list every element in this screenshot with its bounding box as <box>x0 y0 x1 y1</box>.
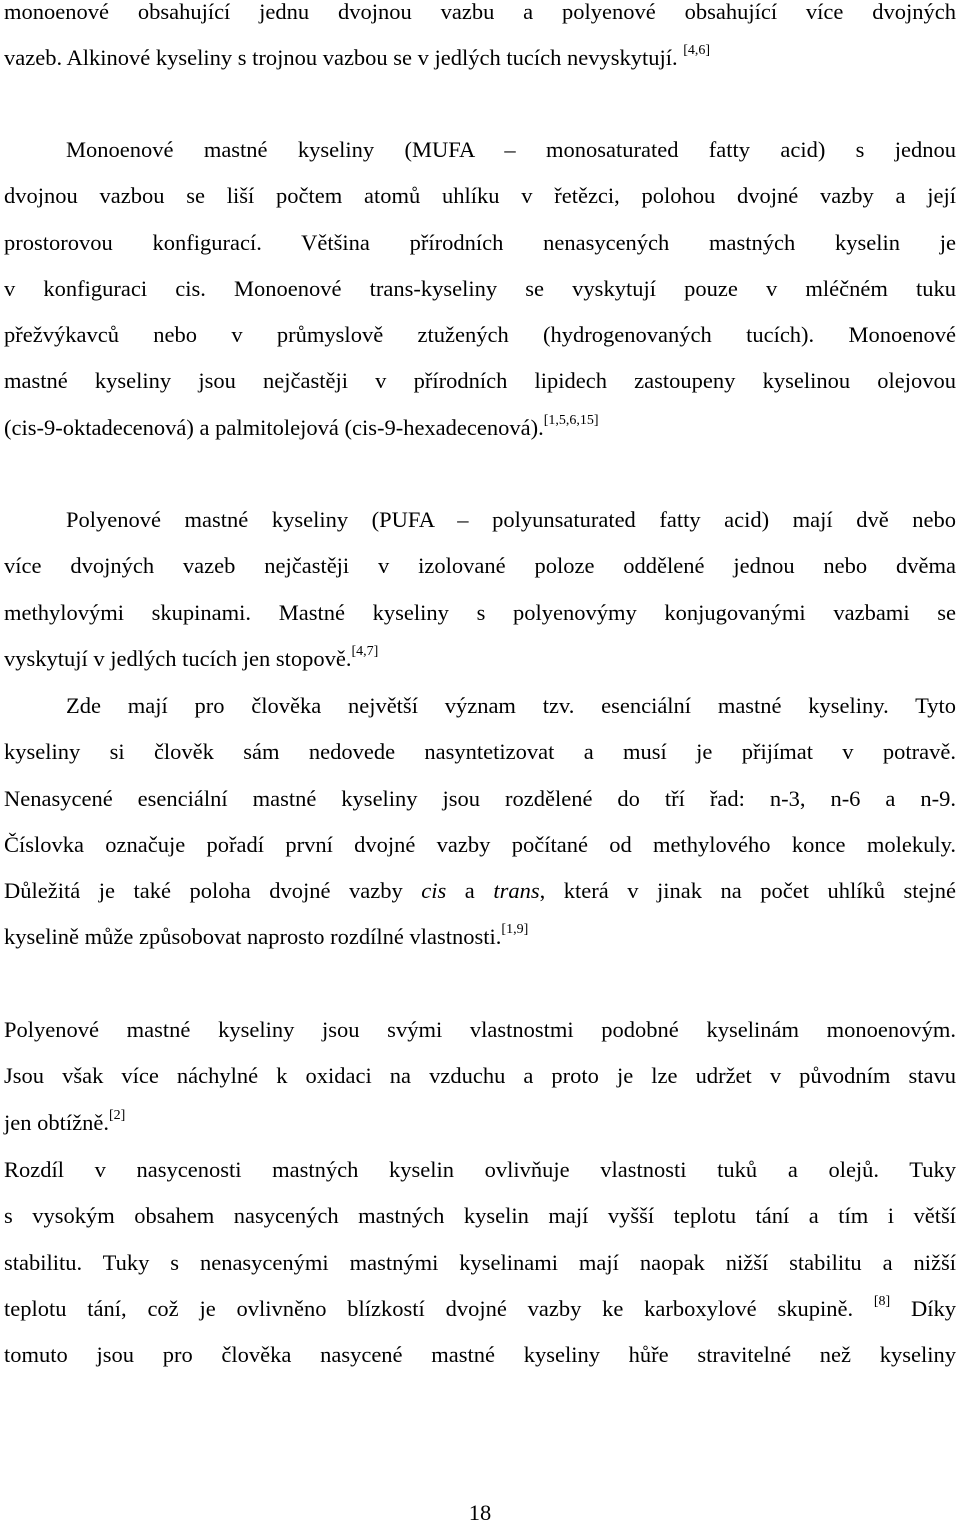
text-line: přežvýkavců nebo v průmyslově ztužených (hydrogenovaných tucích). Monoenové <box>4 322 956 348</box>
text-line: kyseliny si člověk sám nedovede nasyntetizovat a musí je přijímat v potravě. <box>4 739 956 765</box>
citation: [1,9] <box>501 922 529 938</box>
paragraph-pufa <box>4 497 956 682</box>
paragraph-continuation <box>4 0 956 82</box>
text-line: prostorovou konfigurací. Většina přírodních nenasycených mastných kyselin je <box>4 229 956 255</box>
text-line: Polyenové mastné kyseliny (PUFA – polyunsaturated fatty acid) mají dvě nebo <box>66 507 956 532</box>
text-line: teplotu tání, což je ovlivněno blízkostí dvojné vazby ke karboxylové skupině. [8] Díky <box>4 1293 957 1321</box>
text-line: Důležitá je také poloha dvojné vazby cis a trans, která v jinak na počet uhlíků stejné <box>4 878 957 904</box>
text-line: s vysokým obsahem nasycených mastných kyselin mají vyšší teplotu tání a tím i větší <box>4 1203 956 1229</box>
citation: [1,5,6,15] <box>543 412 599 428</box>
paragraph-oxidation <box>4 1007 956 1146</box>
text-line: Nenasycené esenciální mastné kyseliny jsou rozdělené do tří řad: n-3, n-6 a n-9. <box>4 785 956 811</box>
text-line: Polyenové mastné kyseliny jsou svými vlastnostmi podobné kyselinám monoenovým. <box>4 1017 956 1042</box>
citation: [4,6] <box>683 43 711 59</box>
page-number: 18 <box>468 1500 492 1525</box>
text-line: jen obtížně.[2] <box>4 1107 126 1135</box>
text-line: monoenové obsahující jednu dvojnou vazbu a polyenové obsahující více dvojných <box>4 0 956 24</box>
italic-term: trans <box>493 878 540 904</box>
text-line: vazeb. Alkinové kyseliny s trojnou vazbou se v jedlých tucích nevyskytují. [4,6] <box>4 43 711 71</box>
citation: [2] <box>108 1107 126 1123</box>
paragraph-saturation <box>4 1147 956 1378</box>
text-line: Rozdíl v nasycenosti mastných kyselin ovlivňuje vlastnosti tuků a olejů. Tuky <box>4 1157 956 1182</box>
paragraph-essential <box>4 683 956 961</box>
citation: [4,7] <box>351 643 379 659</box>
text-line: v konfiguraci cis. Monoenové trans-kyseliny se vyskytují pouze v mléčném tuku <box>4 275 956 301</box>
paragraph-mufa <box>4 127 956 451</box>
text-line: Jsou však více náchylné k oxidaci na vzduchu a proto je lze udržet v původním stavu <box>4 1063 956 1089</box>
text-line: více dvojných vazeb nejčastěji v izolované poloze oddělené jednou nebo dvěma <box>4 553 956 579</box>
text-line: mastné kyseliny jsou nejčastěji v přírodních lipidech zastoupeny kyselinou olejovou <box>4 368 956 394</box>
text-line: (cis-9-oktadecenová) a palmitolejová (cis-9-hexadecenová).[1,5,6,15] <box>4 412 599 440</box>
text-line: Zde mají pro člověka největší význam tzv. esenciální mastné kyseliny. Tyto <box>66 693 956 718</box>
text-line: methylovými skupinami. Mastné kyseliny s polyenovýmy konjugovanými vazbami se <box>4 599 956 625</box>
citation: [8] <box>873 1293 891 1309</box>
text-line: tomuto jsou pro člověka nasycené mastné kyseliny hůře stravitelné než kyseliny <box>4 1342 956 1368</box>
text-line: kyselině může způsobovat naprosto rozdílné vlastnosti.[1,9] <box>4 922 529 950</box>
text-line: stabilitu. Tuky s nenasycenými mastnými kyselinami mají naopak nižší stabilitu a nižší <box>4 1249 956 1275</box>
text-line: vyskytují v jedlých tucích jen stopově.[4,7] <box>4 643 379 671</box>
text-line: Monoenové mastné kyseliny (MUFA – monosaturated fatty acid) s jednou <box>66 137 956 162</box>
text-line: Číslovka označuje pořadí první dvojné vazby počítané od methylového konce molekuly. <box>4 831 956 857</box>
italic-term: cis <box>421 878 447 904</box>
text-line: dvojnou vazbou se liší počtem atomů uhlíku v řetězci, polohou dvojné vazby a její <box>4 183 956 209</box>
